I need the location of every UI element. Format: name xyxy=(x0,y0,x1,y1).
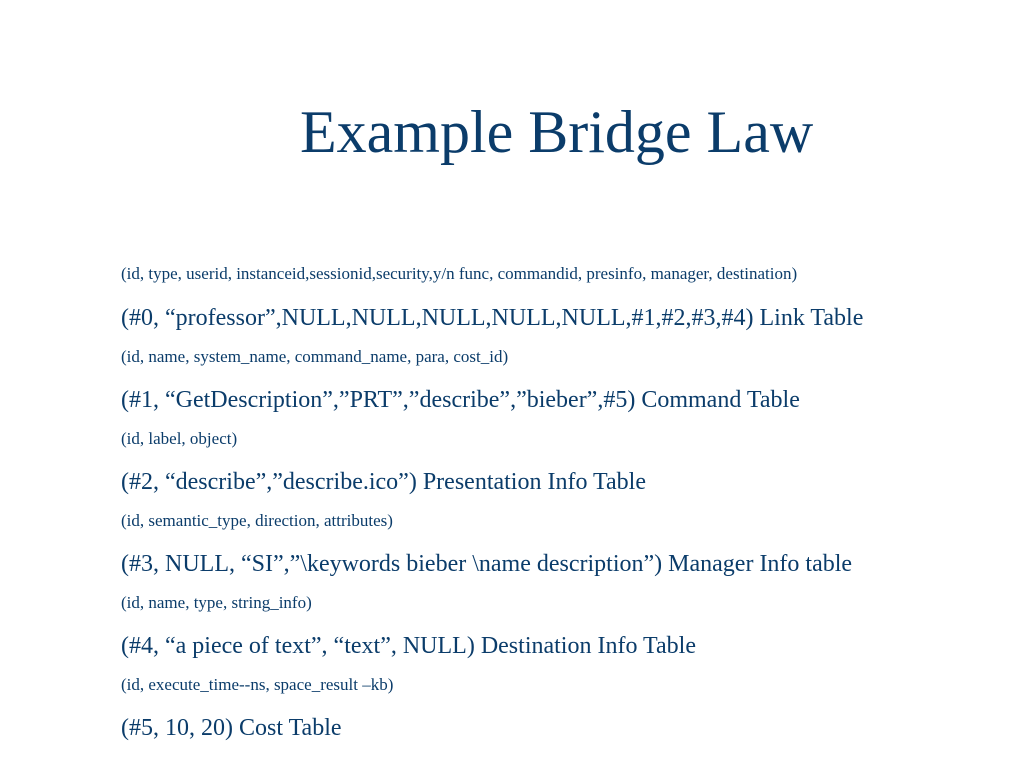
record-line-destination: (#4, “a piece of text”, “text”, NULL) Destination Info Table xyxy=(121,633,696,659)
record-line-manager: (#3, NULL, “SI”,”\keywords bieber \name description”) Manager Info table xyxy=(121,551,853,577)
schema-line-manager: (id, semantic_type, direction, attributes) xyxy=(121,511,393,530)
schema-line-cost: (id, execute_time--ns, space_result –kb) xyxy=(121,675,394,694)
schema-line-destination: (id, name, type, string_info) xyxy=(121,593,312,612)
slide-title: Example Bridge Law xyxy=(300,99,814,165)
schema-line-presentation: (id, label, object) xyxy=(121,429,238,448)
record-line-link: (#0, “professor”,NULL,NULL,NULL,NULL,NULL,#1,#2,#3,#4) Link Table xyxy=(121,305,864,331)
record-line-command: (#1, “GetDescription”,”PRT”,”describe”,”bieber”,#5) Command Table xyxy=(121,387,800,413)
record-line-cost: (#5, 10, 20) Cost Table xyxy=(121,715,342,741)
schema-line-command: (id, name, system_name, command_name, para, cost_id) xyxy=(121,347,509,366)
schema-line-link: (id, type, userid, instanceid,sessionid,security,y/n func, commandid, presinfo, manager, destination) xyxy=(121,264,798,283)
record-line-presentation: (#2, “describe”,”describe.ico”) Presentation Info Table xyxy=(121,469,646,495)
